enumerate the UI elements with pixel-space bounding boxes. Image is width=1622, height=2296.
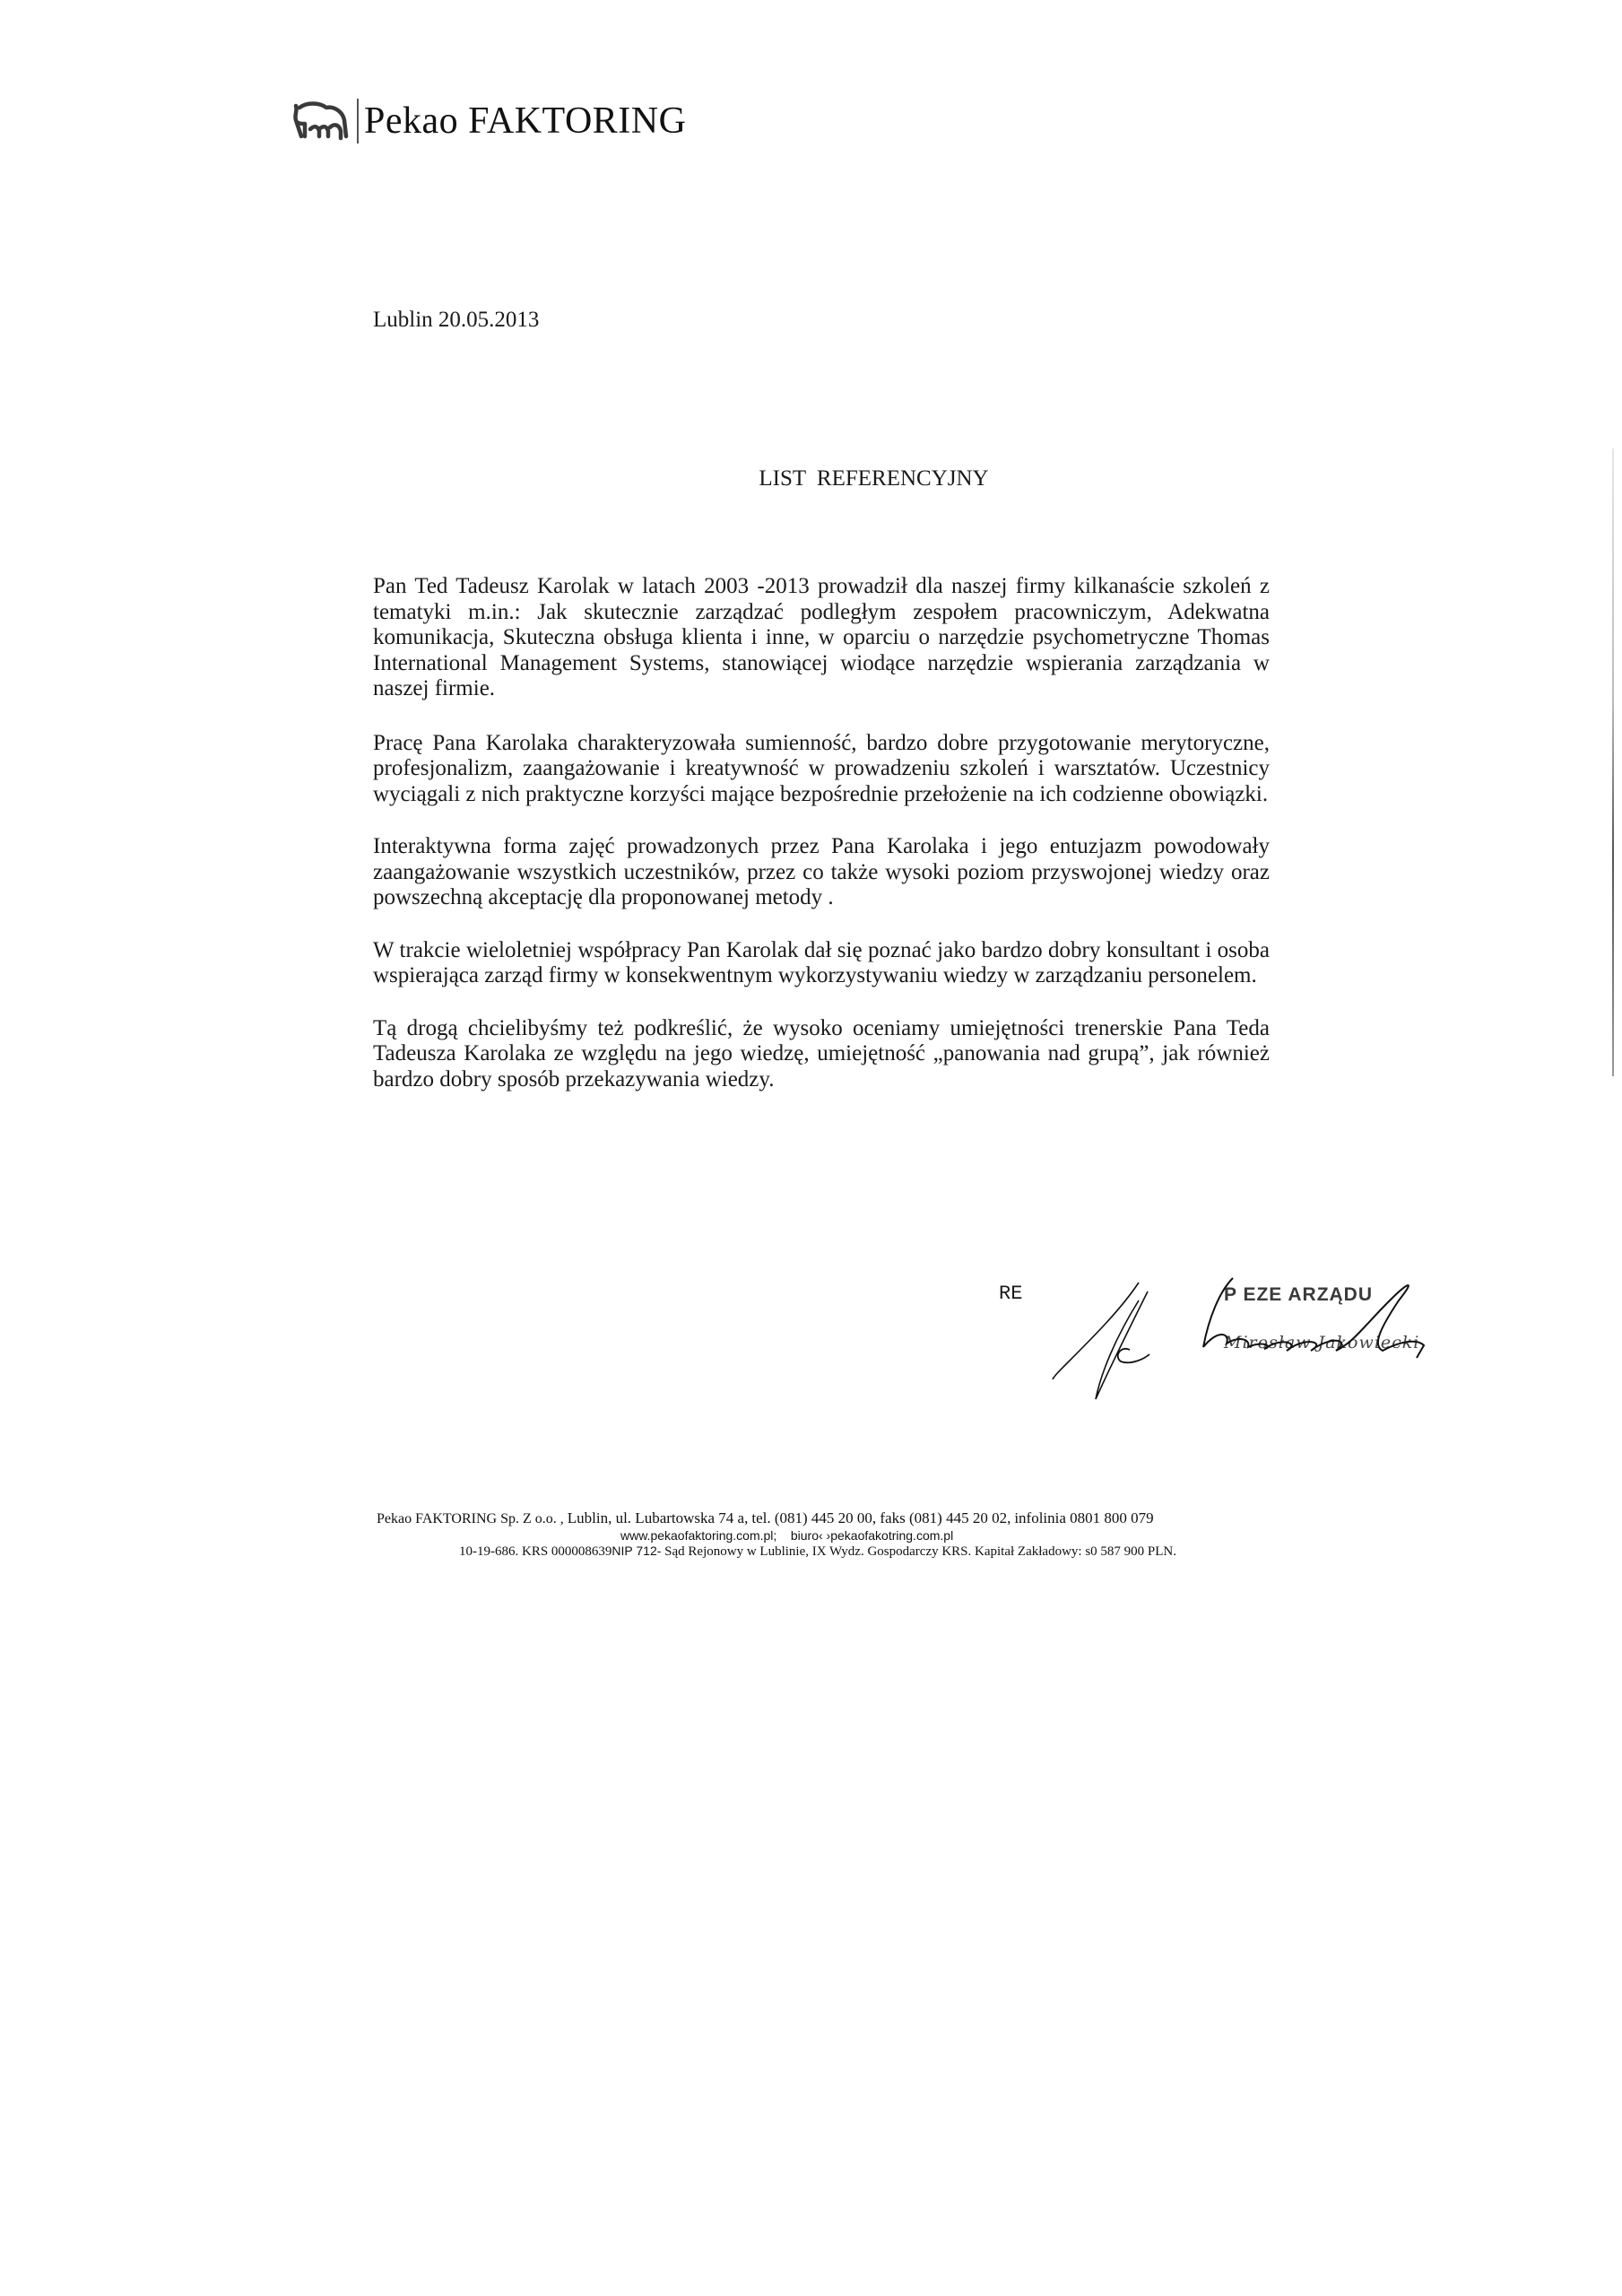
brand-name: Pekao FAKTORING — [364, 100, 687, 142]
paragraph: W trakcie wieloletniej współpracy Pan Karolak dał się poznać jako bardzo dobry konsultant i osoba wspierająca zarząd firmy w konsekwentnym wykorzystywaniu wiedzy w zarządzaniu personelem. — [373, 937, 1270, 987]
logo-divider — [357, 99, 359, 144]
letter-title: LIST REFERENCYJNY — [759, 466, 989, 491]
footer-legal-form: Sp. Z o.o. , — [500, 1511, 564, 1526]
stamp-title: P EZE ARZĄDU — [1224, 1284, 1374, 1305]
letter-body — [373, 574, 1270, 1119]
bison-icon — [289, 97, 353, 145]
paragraph: Tą drogą chcielibyśmy też podkreślić, że wysoko oceniamy umiejętności trenerskie Pana Teda Tadeusza Karolaka ze względu na jego wiedzę, umiejętność „panowania nad grupą”, jak również bardzo dobry sposób przekazywania wiedzy. — [373, 1015, 1270, 1091]
handwritten-signature-icon — [995, 1274, 1479, 1417]
footer-registry: 10-19-686. KRS 000008639 — [459, 1544, 612, 1559]
place-date: Lublin 20.05.2013 — [373, 308, 540, 332]
signature-block — [995, 1274, 1479, 1417]
footer-court: Sąd Rejonowy w Lublinie, IX Wydz. Gospodarczy KRS. Kapitał Zakładowy: s0 587 900 PLN. — [664, 1544, 1176, 1559]
paragraph: Interaktywna forma zajęć prowadzonych przez Pana Karolaka i jego entuzjazm powodowały zaangażowanie wszystkich uczestników, przez co także wysoki poziom przyswojonej wiedzy oraz powszechną akceptację dla proponowanej metody . — [373, 834, 1270, 909]
footer-website[interactable]: www.pekaofaktoring.com.pl; — [620, 1528, 777, 1543]
paragraph: Pan Ted Tadeusz Karolak w latach 2003 -2013 prowadził dla naszej firmy kilkanaście szkoleń z tematyki m.in.: Jak skutecznie zarządzać podległym zespołem pracowniczym, Adekwatna komunikacja, Skuteczna obsługa klienta i inne, w oparciu o narzędzie psychometryczne Thomas International Management Systems, stanowiącej wiodące narzędzie wspierania zarządzania w naszej firmie. — [373, 574, 1270, 700]
footer — [377, 1509, 1255, 1560]
footer-address: Lublin, ul. Lubartowska 74 a, — [567, 1509, 749, 1526]
footer-nip: NIP 712- — [612, 1544, 662, 1558]
stamp-name: Mirosław Jakowiecki — [1224, 1333, 1420, 1352]
footer-company: Pekao FAKTORING — [377, 1511, 498, 1526]
company-logo — [289, 97, 686, 145]
footer-hotline: infolinia 0801 800 079 — [1014, 1509, 1154, 1526]
footer-phone: tel. (081) 445 20 00, faks (081) 445 20 02, — [751, 1509, 1011, 1526]
footer-email[interactable]: biuro‹ ›pekaofakotring.com.pl — [790, 1528, 954, 1543]
scan-edge-line — [1612, 448, 1614, 1076]
signature-prefix: RE — [999, 1283, 1023, 1305]
paragraph: Pracę Pana Karolaka charakteryzowała sumienność, bardzo dobre przygotowanie merytoryczne, profesjonalizm, zaangażowanie i kreatywność w prowadzeniu szkoleń i warsztatów. Uczestnicy wyciągali z nich praktyczne korzyści mające bezpośrednie przełożenie na ich codzienne obowiązki. — [373, 730, 1270, 806]
